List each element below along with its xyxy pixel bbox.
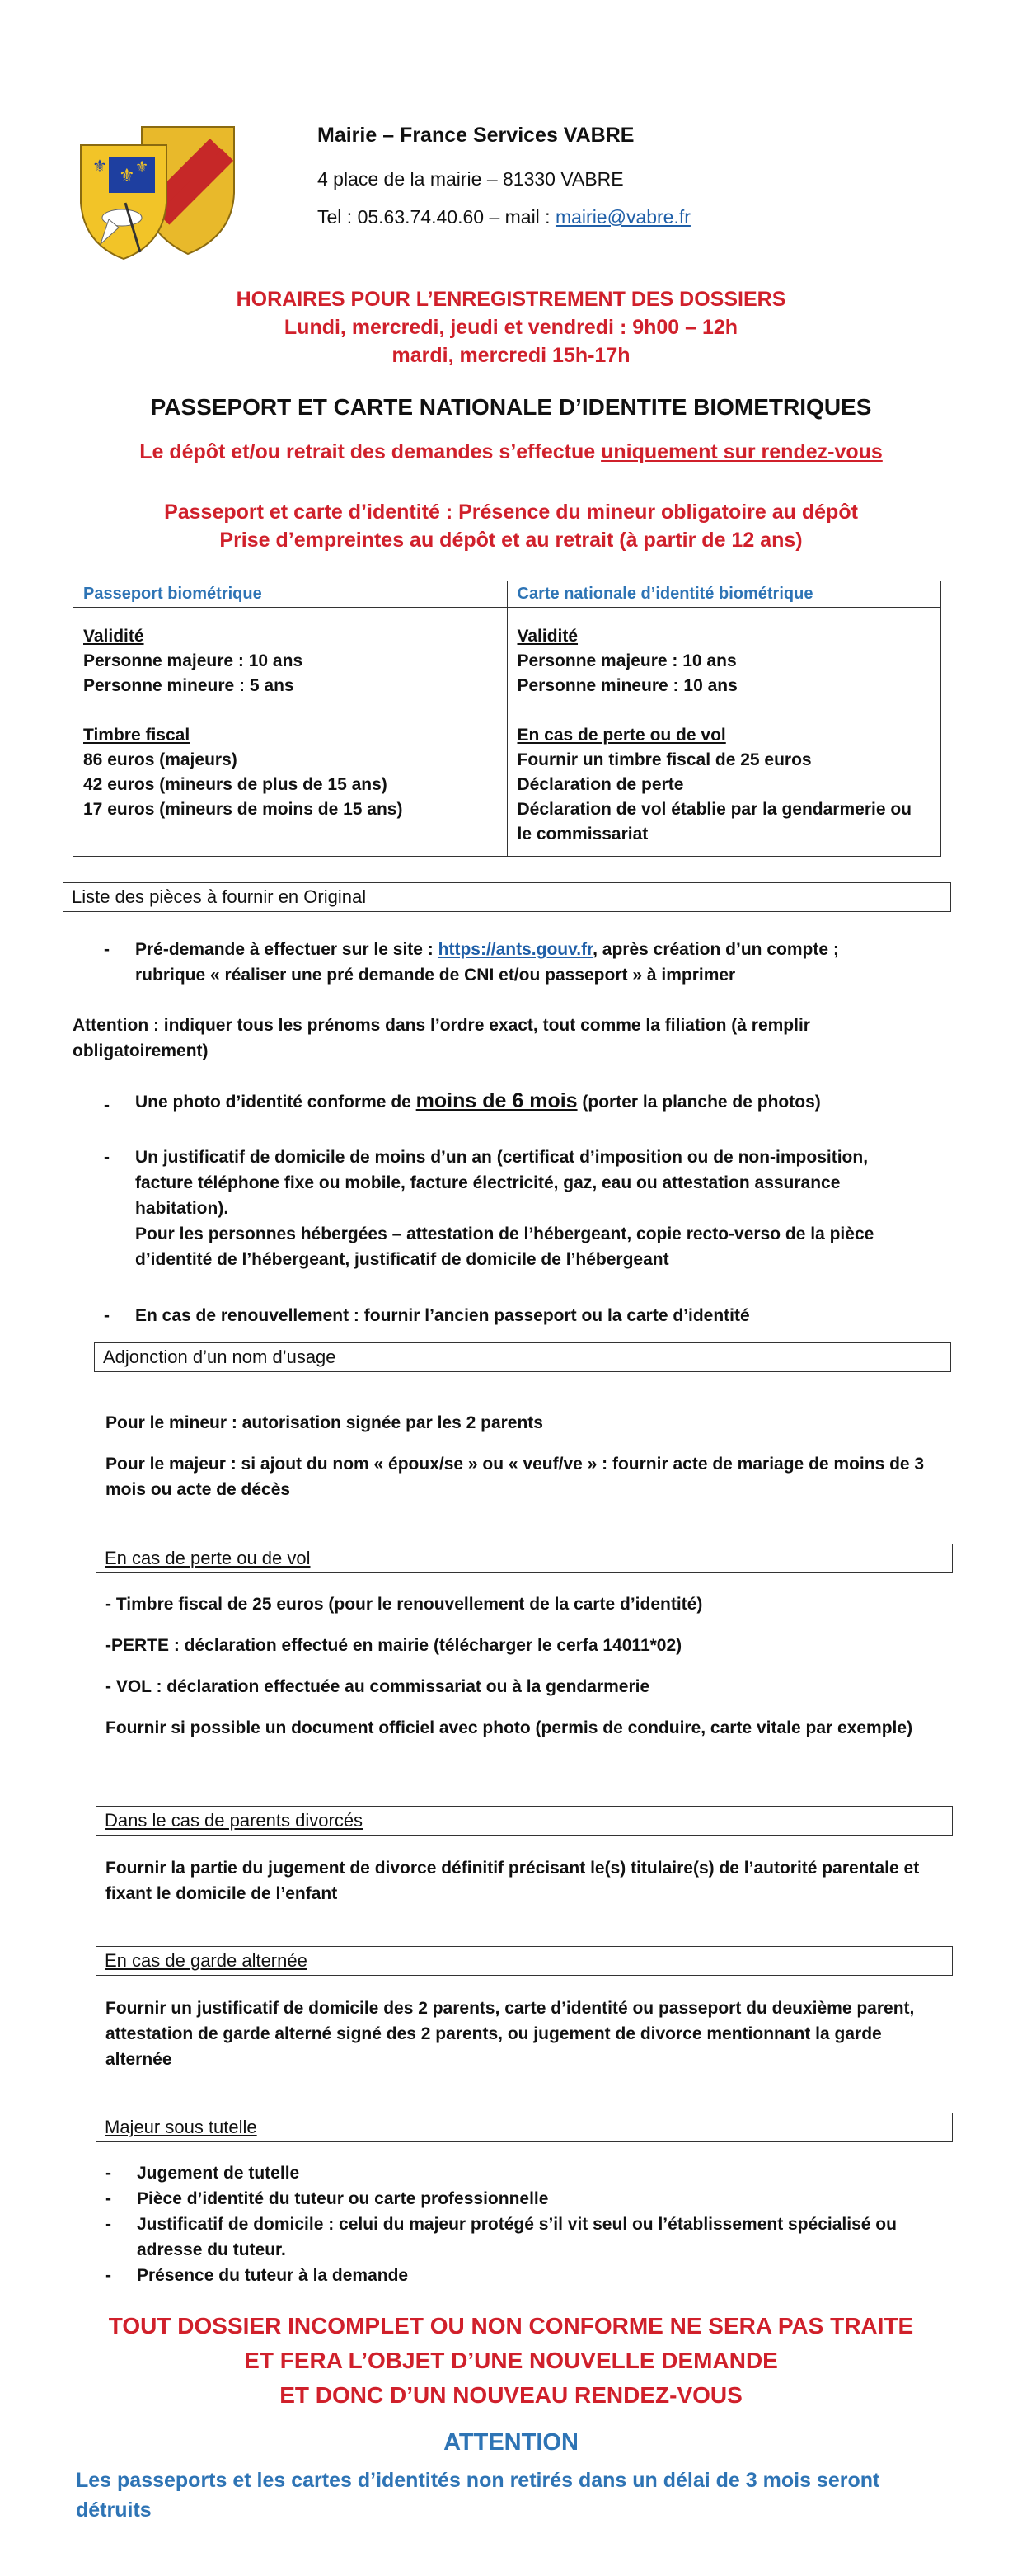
usage-heading: Adjonction d’un nom d’usage — [94, 1342, 951, 1372]
organization-name: Mairie – France Services VABRE — [317, 124, 635, 147]
presence-line-1: Passeport et carte d’identité : Présence du mineur obligatoire au dépôt — [164, 501, 858, 524]
appointment-emphasis: uniquement sur rendez-vous — [601, 440, 883, 463]
page-title: PASSEPORT ET CARTE NATIONALE D’IDENTITE BIOMETRIQUES — [150, 394, 872, 420]
tutelle-item-2: Pièce d’identité du tuteur ou carte professionnelle — [137, 2189, 549, 2208]
passport-stamp-2: 42 euros (mineurs de plus de 15 ans) — [83, 775, 387, 794]
document-comparison-table — [73, 581, 941, 857]
appointment-prefix: Le dépôt et/ou retrait des demandes s’effectue — [139, 440, 602, 463]
svg-text:⚜: ⚜ — [135, 158, 149, 176]
passport-column-header: Passeport biométrique — [73, 581, 508, 608]
hours-line-2: mardi, mercredi 15h-17h — [391, 344, 631, 367]
tutelle-item-3: Justificatif de domicile : celui du majeur protégé s’il vit seul ou l’établissement spécialisé ou adresse du tuteur. — [137, 2215, 897, 2259]
table-row — [73, 608, 941, 857]
id-card-details — [507, 608, 941, 857]
photo-text: Une photo d’identité conforme de — [135, 1093, 416, 1112]
list-item — [135, 1088, 926, 1115]
attention-title: ATTENTION — [443, 2429, 579, 2456]
id-loss-2: Déclaration de perte — [517, 775, 684, 794]
prerequest-text: Pré-demande à effectuer sur le site : — [135, 940, 438, 959]
domicile-text: Un justificatif de domicile de moins d’un an (certificat d’imposition ou de non-imposition, facture téléphone fixe ou mobile, facture électricité, gaz, eau ou attestation assurance habitation). — [135, 1148, 869, 1218]
loss-heading: En cas de perte ou de vol — [96, 1544, 953, 1573]
passport-validity-minor: Personne mineure : 5 ans — [83, 676, 294, 695]
id-card-column-header: Carte nationale d’identité biométrique — [507, 581, 941, 608]
hours-line-1: Lundi, mercredi, jeudi et vendredi : 9h00 – 12h — [284, 316, 738, 339]
prerequest-suffix: , après création d’un compte ; rubrique « réaliser une pré demande de CNI et/ou passeport » à imprimer — [135, 940, 839, 985]
passport-stamp-3: 17 euros (mineurs de moins de 15 ans) — [83, 800, 403, 819]
tutelle-item-1: Jugement de tutelle — [137, 2164, 300, 2183]
list-item — [135, 1145, 918, 1272]
alternate-custody-heading: En cas de garde alternée — [96, 1946, 953, 1976]
loss-line-1: - Timbre fiscal de 25 euros (pour le renouvellement de la carte d’identité) — [105, 1595, 703, 1614]
divorce-heading: Dans le cas de parents divorcés — [96, 1806, 953, 1836]
bullet-dash: - — [104, 1096, 110, 1115]
warning-line-2: ET FERA L’OBJET D’UNE NOUVELLE DEMANDE — [244, 2348, 778, 2373]
presence-notice — [0, 498, 1022, 554]
hosted-text: Pour les personnes hébergées – attestation de l’hébergeant, copie recto-verso de la pièce d’identité de l’hébergeant, justificatif de domicile de l’hébergeant — [135, 1225, 874, 1269]
passport-validity-title: Validité — [83, 627, 144, 646]
ants-link[interactable]: https://ants.gouv.fr — [438, 940, 593, 959]
list-item: En cas de renouvellement : fournir l’ancien passeport ou la carte d’identité — [135, 1306, 750, 1325]
id-validity-major: Personne majeure : 10 ans — [517, 651, 737, 670]
list-item — [135, 937, 893, 988]
id-loss-3: Déclaration de vol établie par la gendarmerie ou le commissariat — [517, 800, 912, 844]
id-loss-1: Fournir un timbre fiscal de 25 euros — [517, 750, 812, 769]
id-validity-minor: Personne mineure : 10 ans — [517, 676, 738, 695]
bullet-dash: - — [104, 1306, 110, 1325]
tutelle-heading: Majeur sous tutelle — [96, 2113, 953, 2142]
bullet-dash: - — [104, 940, 110, 959]
alternate-custody-text: Fournir un justificatif de domicile des 2 parents, carte d’identité ou passeport du deuxième parent, attestation de garde alterné signé des 2 parents, ou jugement de divorce mentionnant la garde alternée — [105, 1999, 915, 2069]
organization-contact — [317, 206, 691, 228]
passport-details — [73, 608, 508, 857]
tutelle-list — [105, 2160, 938, 2288]
appointment-notice — [0, 440, 1022, 464]
divorce-text: Fournir la partie du jugement de divorce définitif précisant le(s) titulaire(s) de l’autorité parentale et fixant le domicile de l’enfant — [105, 1859, 920, 1903]
table-header-row — [73, 581, 941, 608]
loss-line-3: - VOL : déclaration effectuée au commissariat ou à la gendarmerie — [105, 1677, 650, 1696]
tutelle-item-4: Présence du tuteur à la demande — [137, 2266, 409, 2285]
photo-emphasis: moins de 6 mois — [415, 1089, 578, 1112]
organization-address: 4 place de la mairie – 81330 VABRE — [317, 168, 624, 190]
usage-minor: Pour le mineur : autorisation signée par les 2 parents — [105, 1413, 543, 1432]
pieces-heading: Liste des pièces à fournir en Original — [63, 882, 951, 912]
hours-block — [0, 285, 1022, 369]
hours-title: HORAIRES POUR L’ENREGISTREMENT DES DOSSIERS — [236, 288, 786, 311]
passport-validity-major: Personne majeure : 10 ans — [83, 651, 303, 670]
photo-suffix: (porter la planche de photos) — [577, 1093, 821, 1112]
phone-text: Tel : 05.63.74.40.60 – mail : — [317, 206, 556, 228]
warning-line-3: ET DONC D’UN NOUVEAU RENDEZ-VOUS — [279, 2382, 743, 2408]
passport-stamp-title: Timbre fiscal — [83, 726, 190, 745]
list-item: - Présence du tuteur à la demande — [105, 2263, 938, 2288]
usage-major: Pour le majeur : si ajout du nom « époux/se » ou « veuf/ve » : fournir acte de mariage de moins de 3 mois ou acte de décès — [105, 1455, 925, 1499]
id-validity-title: Validité — [517, 627, 579, 646]
passport-stamp-1: 86 euros (majeurs) — [83, 750, 237, 769]
presence-line-2: Prise d’empreintes au dépôt et au retrait (à partir de 12 ans) — [219, 529, 803, 552]
list-item: - Justificatif de domicile : celui du majeur protégé s’il vit seul ou l’établissement spécialisé ou adresse du tuteur. — [105, 2212, 938, 2263]
list-item: - Jugement de tutelle — [105, 2160, 938, 2186]
loss-line-2: -PERTE : déclaration effectué en mairie (télécharger le cerfa 14011*02) — [105, 1636, 682, 1655]
warning-line-1: TOUT DOSSIER INCOMPLET OU NON CONFORME NE SERA PAS TRAITE — [108, 2313, 914, 2339]
incomplete-file-warning — [0, 2309, 1022, 2413]
bullet-dash: - — [104, 1148, 110, 1167]
destruction-notice: Les passeports et les cartes d’identités non retirés dans un délai de 3 mois seront détruits — [76, 2469, 880, 2522]
email-link[interactable]: mairie@vabre.fr — [555, 206, 691, 228]
svg-text:⚜: ⚜ — [119, 166, 135, 186]
loss-line-4: Fournir si possible un document officiel avec photo (permis de conduire, carte vitale par exemple) — [105, 1718, 913, 1737]
attention-note: Attention : indiquer tous les prénoms dans l’ordre exact, tout comme la filiation (à remplir obligatoirement) — [73, 1016, 810, 1060]
list-item: - Pièce d’identité du tuteur ou carte professionnelle — [105, 2186, 938, 2212]
svg-text:⚜: ⚜ — [92, 156, 107, 176]
vabre-coat-of-arms-logo — [76, 120, 241, 261]
id-loss-title: En cas de perte ou de vol — [517, 726, 726, 745]
